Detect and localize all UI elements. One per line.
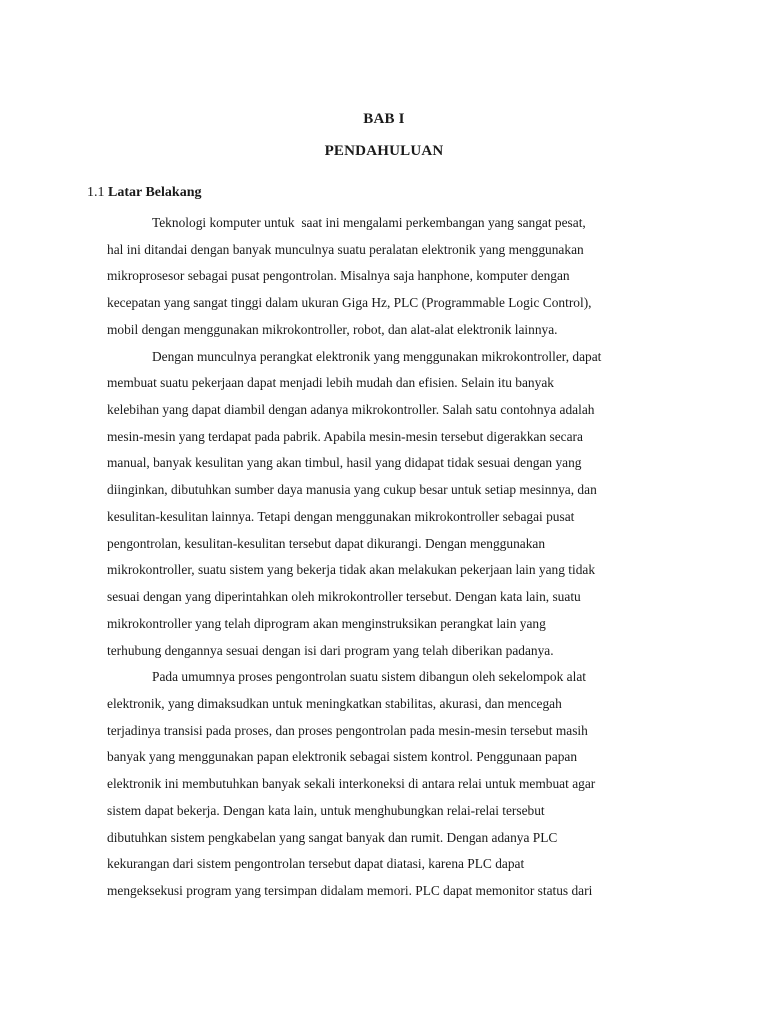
text-line: terhubung dengannya sesuai dengan isi dari program yang telah diberikan padanya. xyxy=(107,642,554,658)
text-line: manual, banyak kesulitan yang akan timbul, hasil yang didapat tidak sesuai dengan yang xyxy=(107,455,582,471)
text-line: membuat suatu pekerjaan dapat menjadi lebih mudah dan efisien. Selain itu banyak xyxy=(107,375,554,391)
text-line: elektronik, yang dimaksudkan untuk meningkatkan stabilitas, akurasi, dan mencegah xyxy=(107,695,562,711)
text-line: mikroprosesor sebagai pusat pengontrolan. Misalnya saja hanphone, komputer dengan xyxy=(107,268,570,284)
text-line: hal ini ditandai dengan banyak munculnya suatu peralatan elektronik yang menggunakan xyxy=(107,241,584,257)
text-line: sesuai dengan yang diperintahkan oleh mikrokontroller tersebut. Dengan kata lain, suatu xyxy=(107,589,581,605)
text-line: Teknologi komputer untuk saat ini mengalami perkembangan yang sangat pesat, xyxy=(152,215,586,230)
text-line: banyak yang menggunakan papan elektronik sebagai sistem kontrol. Penggunaan papan xyxy=(107,749,578,765)
text-line: mobil dengan menggunakan mikrokontroller, robot, dan alat-alat elektronik lainnya. xyxy=(107,321,558,337)
text-line: sistem dapat bekerja. Dengan kata lain, untuk menghubungkan relai-relai tersebut xyxy=(107,802,545,818)
chapter-number: BAB I xyxy=(363,111,405,127)
section-title: Latar Belakang xyxy=(108,185,202,200)
text-line: Pada umumnya proses pengontrolan suatu sistem dibangun oleh sekelompok alat xyxy=(152,669,586,685)
chapter-title: PENDAHULUAN xyxy=(324,143,444,159)
text-line: mikrokontroller, suatu sistem yang bekerja tidak akan melakukan pekerjaan lain yang tidak xyxy=(107,562,596,578)
section-heading xyxy=(87,185,201,201)
text-line: Dengan munculnya perangkat elektronik yang menggunakan mikrokontroller, dapat xyxy=(152,348,602,364)
text-line: pengontrolan, kesulitan-kesulitan tersebut dapat dikurangi. Dengan menggunakan xyxy=(107,535,546,551)
text-line: kelebihan yang dapat diambil dengan adanya mikrokontroller. Salah satu contohnya adalah xyxy=(107,402,595,418)
section-number: 1.1 xyxy=(87,185,105,200)
text-line: kesulitan-kesulitan lainnya. Tetapi dengan menggunakan mikrokontroller sebagai pusat xyxy=(107,508,575,524)
text-line: kecepatan yang sangat tinggi dalam ukuran Giga Hz, PLC (Programmable Logic Control), xyxy=(107,295,592,311)
text-line: dibutuhkan sistem pengkabelan yang sangat banyak dan rumit. Dengan adanya PLC xyxy=(107,829,558,845)
text-line: mesin-mesin yang terdapat pada pabrik. Apabila mesin-mesin tersebut digerakkan secara xyxy=(107,428,583,444)
text-line: elektronik ini membutuhkan banyak sekali interkoneksi di antara relai untuk membuat agar xyxy=(107,776,596,792)
body-text xyxy=(107,210,667,905)
text-line: mengeksekusi program yang tersimpan didalam memori. PLC dapat memonitor status dari xyxy=(107,882,593,898)
text-line: terjadinya transisi pada proses, dan proses pengontrolan pada mesin-mesin tersebut masih xyxy=(107,722,588,738)
text-line: kekurangan dari sistem pengontrolan tersebut dapat diatasi, karena PLC dapat xyxy=(107,856,525,872)
text-line: diinginkan, dibutuhkan sumber daya manusia yang cukup besar untuk setiap mesinnya, dan xyxy=(107,482,597,498)
text-line: mikrokontroller yang telah diprogram akan menginstruksikan perangkat lain yang xyxy=(107,615,546,631)
